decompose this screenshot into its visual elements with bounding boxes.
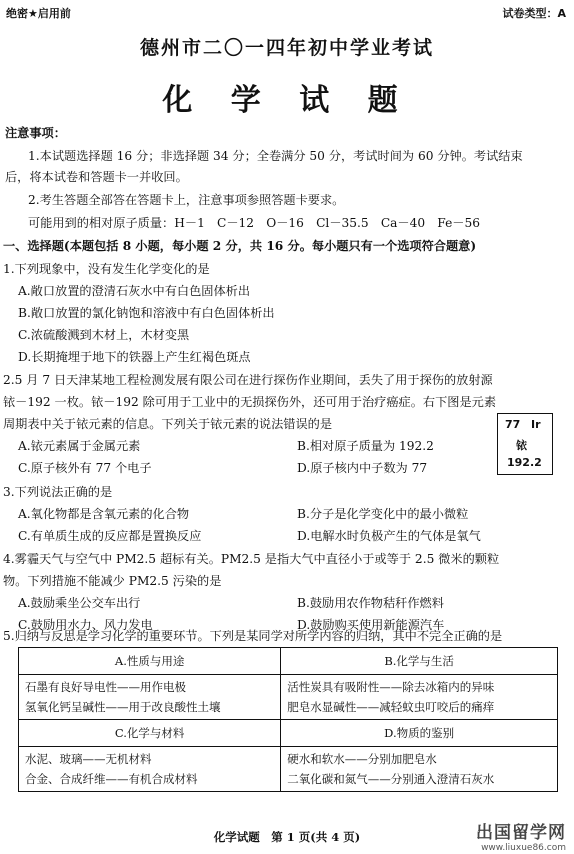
q2-option-b: B.相对原子质量为 192.2 [297, 439, 434, 453]
q2-stem-cont-1: 铱－192 一枚。铱－192 除可用于工业中的无损探伤外，还可用于治疗癌症。右下图是元素 [3, 395, 497, 409]
q4-option-b: B.鼓励用农作物秸秆作燃料 [297, 596, 444, 610]
notes-item-2: 2.考生答题全部答在答题卡上，注意事项参照答题卡要求。 [28, 193, 345, 207]
notes-heading: 注意事项： [5, 126, 66, 140]
q4-option-c: C.鼓励用水力、风力发电 [18, 618, 153, 632]
subject-title: 化 学 试 题 [162, 83, 412, 118]
q1-stem: 1.下列现象中，没有发生化学变化的是 [3, 262, 210, 276]
table-c-line-1: 水泥、玻璃——无机材料 [25, 752, 152, 766]
q4-stem-cont: 物。下列措施不能减少 PM2.5 污染的是 [3, 574, 222, 588]
table-cell-a [19, 675, 281, 720]
site-watermark [476, 818, 566, 853]
q3-option-a: A.氧化物都是含氧元素的化合物 [18, 507, 190, 521]
q3-option-c: C.有单质生成的反应都是置换反应 [18, 529, 202, 543]
q3-stem: 3.下列说法正确的是 [3, 485, 113, 499]
element-number: 77 [505, 418, 521, 431]
q2-stem-cont-2: 周期表中关于铱元素的信息。下列关于铱元素的说法错误的是 [3, 417, 333, 431]
paper-type-label: 试卷类型：A [502, 7, 566, 20]
table-head-b: B.化学与生活 [281, 648, 558, 675]
table-head-c: C.化学与材料 [19, 720, 281, 747]
table-cell-c [19, 747, 281, 792]
q2-option-d: D.原子核内中子数为 77 [297, 461, 428, 475]
secret-label: 绝密★启用前 [6, 7, 71, 20]
q1-option-c: C.浓硫酸溅到木材上，木材变黑 [18, 328, 190, 342]
element-symbol: Ir [531, 418, 541, 431]
table-a-line-1: 石墨有良好导电性——用作电极 [25, 680, 186, 694]
table-head-d: D.物质的鉴别 [281, 720, 558, 747]
q2-option-a: A.铱元素属于金属元素 [18, 439, 141, 453]
table-a-line-2: 氢氧化钙呈碱性——用于改良酸性土壤 [25, 700, 221, 714]
q2-stem: 2.5 月 7 日天津某地工程检测发展有限公司在进行探伤作业期间，丢失了用于探伤的放射源 [3, 373, 493, 387]
table-d-line-1: 硬水和软水——分别加肥皂水 [287, 752, 437, 766]
q4-stem: 4.雾霾天气与空气中 PM2.5 超标有关。PM2.5 是指大气中直径小于或等于 2.5 微米的颗粒 [3, 552, 500, 566]
element-name: 铱 [516, 439, 527, 452]
table-head-a: A.性质与用途 [19, 648, 281, 675]
section-1-heading: 一、选择题(本题包括 8 小题，每小题 2 分，共 16 分。每小题只有一个选项符合题意) [3, 239, 477, 253]
q4-option-a: A.鼓励乘坐公交车出行 [18, 596, 141, 610]
atomic-mass-line: 可能用到的相对原子质量：H－1 C－12 O－16 Cl－35.5 Ca－40 Fe－56 [28, 216, 480, 230]
q5-stem: 5.归纳与反思是学习化学的重要环节。下列是某同学对所学内容的归纳，其中不完全正确的是 [3, 629, 503, 643]
table-b-line-2: 肥皂水显碱性——减轻蚊虫叮咬后的痛痒 [287, 700, 495, 714]
q2-option-c: C.原子核外有 77 个电子 [18, 461, 152, 475]
table-cell-d [281, 747, 558, 792]
page-footer: 化学试题 第 1 页(共 4 页) [213, 830, 361, 844]
exam-title: 德州市二〇一四年初中学业考试 [139, 37, 434, 59]
q3-option-b: B.分子是化学变化中的最小微粒 [297, 507, 469, 521]
table-cell-b [281, 675, 558, 720]
watermark-name: 出国留学网 [476, 823, 566, 843]
q1-option-a: A.敞口放置的澄清石灰水中有白色固体析出 [18, 284, 251, 298]
q1-option-d: D.长期掩埋于地下的铁器上产生红褐色斑点 [18, 350, 251, 364]
watermark-url: www.liuxue86.com [481, 843, 566, 853]
notes-item-1: 1.本试题选择题 16 分；非选择题 34 分；全卷满分 50 分，考试时间为 60 分钟。考试结束 [28, 149, 523, 163]
element-mass: 192.2 [507, 456, 542, 469]
notes-item-1-cont: 后，将本试卷和答题卡一并收回。 [5, 170, 188, 184]
q3-option-d: D.电解水时负极产生的气体是氧气 [297, 529, 481, 543]
element-cell-iridium [497, 413, 553, 475]
q1-option-b: B.敞口放置的氯化钠饱和溶液中有白色固体析出 [18, 306, 275, 320]
q4-option-d: D.鼓励购买使用新能源汽车 [297, 618, 445, 632]
table-c-line-2: 合金、合成纤维——有机合成材料 [25, 772, 198, 786]
table-d-line-2: 二氧化碳和氮气——分别通入澄清石灰水 [287, 772, 495, 786]
q5-summary-table [18, 647, 558, 792]
table-b-line-1: 活性炭具有吸附性——除去冰箱内的异味 [287, 680, 495, 694]
